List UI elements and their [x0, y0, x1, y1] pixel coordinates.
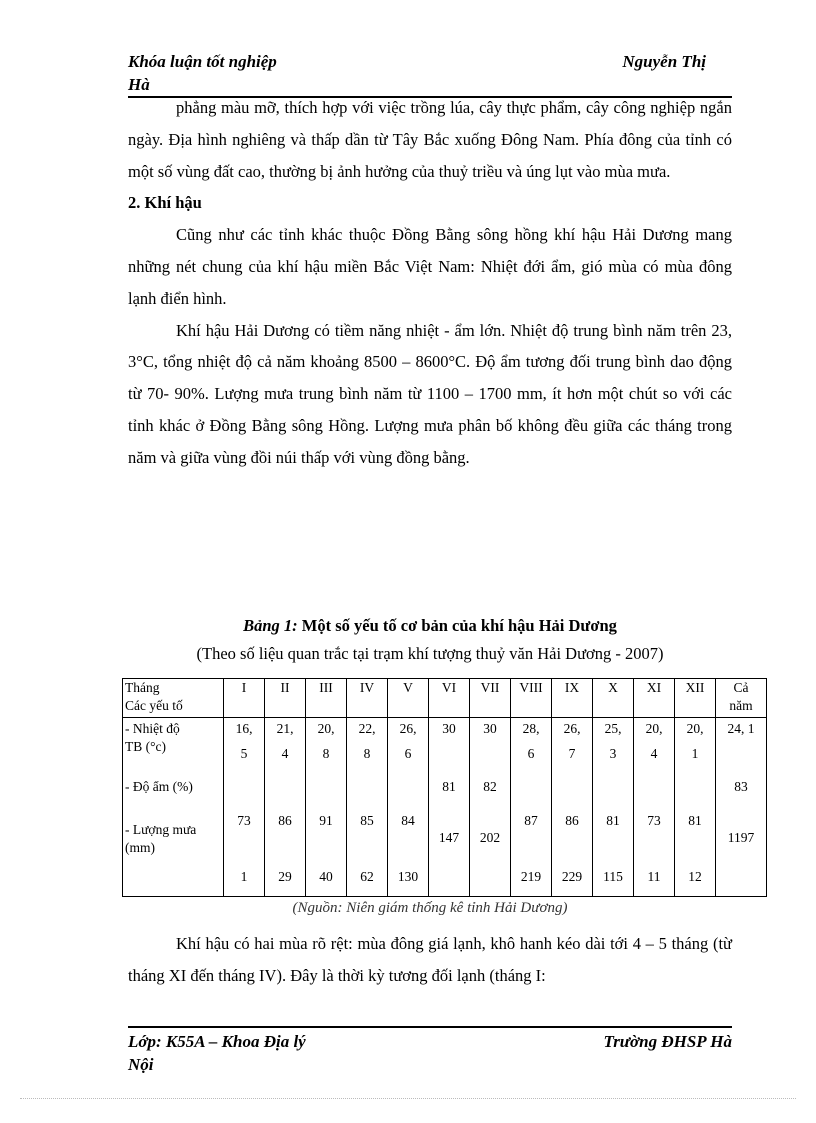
page-footer	[128, 1030, 732, 1076]
month-header: VIII	[511, 679, 552, 718]
paragraph-4: Khí hậu có hai mùa rõ rệt: mùa đông giá lạnh, khô hanh kéo dài tới 4 – 5 tháng (từ tháng XI đến tháng IV). Đây là thời kỳ tương đối lạnh (tháng I:	[128, 934, 732, 985]
header-right: Nguyễn Thị	[622, 52, 706, 71]
value-t1: 24, 1	[727, 721, 755, 736]
label-temp-unit: TB (°c)	[125, 739, 167, 754]
table-header-row	[123, 679, 767, 718]
label-rain-unit: (mm)	[125, 840, 155, 855]
label-rain: - Lượng mưa	[125, 822, 197, 837]
value-hum: 73	[237, 813, 251, 828]
value-t1: 16,	[235, 721, 253, 736]
month-values-cell	[388, 718, 429, 897]
section-heading: 2. Khí hậu	[128, 193, 202, 213]
month-values-cell	[224, 718, 265, 897]
month-header: IV	[347, 679, 388, 718]
value-t1: 25,	[604, 721, 622, 736]
value-t1: 26,	[399, 721, 417, 736]
month-header: XI	[634, 679, 675, 718]
value-t2: 6	[404, 746, 412, 761]
value-rain: 219	[520, 869, 542, 884]
value-rain: 40	[319, 869, 333, 884]
value-hum: 91	[319, 813, 333, 828]
footer-wrap: Nội	[128, 1055, 154, 1074]
month-header: Cả năm	[716, 679, 767, 718]
value-t1: 20,	[317, 721, 335, 736]
month-values-cell	[552, 718, 593, 897]
value-t2: 6	[527, 746, 535, 761]
value-t1: 28,	[522, 721, 540, 736]
month-header: IX	[552, 679, 593, 718]
value-rain: 11	[647, 869, 661, 884]
table-subtitle: (Theo số liệu quan trắc tại trạm khí tượng thuỷ văn Hải Dương - 2007)	[196, 644, 664, 663]
row-labels-cell	[123, 718, 224, 897]
month-header: XII	[675, 679, 716, 718]
value-rain: 115	[603, 869, 623, 884]
value-hum: 87	[524, 813, 538, 828]
month-values-cell	[265, 718, 306, 897]
value-t1: 20,	[645, 721, 663, 736]
value-t2: 7	[568, 746, 576, 761]
month-header: V	[388, 679, 429, 718]
value-t1: 30	[442, 721, 456, 736]
climate-table	[122, 678, 767, 897]
header-wrap: Hà	[128, 75, 150, 94]
value-rain: 29	[278, 869, 292, 884]
month-values-cell	[306, 718, 347, 897]
value-rain: 229	[561, 869, 583, 884]
value-hum: 82	[483, 779, 497, 794]
value-t2: 5	[240, 746, 248, 761]
header-left: Khóa luận tốt nghiệp	[128, 52, 277, 71]
value-hum: 85	[360, 813, 374, 828]
value-hum: 81	[688, 813, 702, 828]
value-rain: 202	[479, 830, 501, 845]
month-header: III	[306, 679, 347, 718]
value-hum: 86	[278, 813, 292, 828]
table-label: Bảng 1:	[243, 616, 298, 635]
month-header: I	[224, 679, 265, 718]
value-hum: 84	[401, 813, 415, 828]
footer-left: Lớp: K55A – Khoa Địa lý	[128, 1032, 306, 1051]
month-values-cell	[716, 718, 767, 897]
value-hum: 83	[734, 779, 748, 794]
body-text	[128, 92, 732, 474]
month-values-cell	[511, 718, 552, 897]
table-data-row	[123, 718, 767, 897]
month-values-cell	[675, 718, 716, 897]
table-caption	[128, 612, 732, 668]
page-edge-dots	[20, 1098, 796, 1099]
value-rain: 130	[397, 869, 419, 884]
value-t1: 26,	[563, 721, 581, 736]
paragraph-2: Cũng như các tỉnh khác thuộc Đồng Bằng sông hồng khí hậu Hải Dương mang những nét chung của khí hậu miền Bắc Việt Nam: Nhiệt đới ẩm, gió mùa có mùa đông lạnh điển hình.	[128, 225, 732, 308]
value-rain: 12	[688, 869, 702, 884]
footer-right: Trường ĐHSP Hà	[603, 1032, 732, 1051]
value-t2: 8	[363, 746, 371, 761]
table-title: Một số yếu tố cơ bản của khí hậu Hải Dương	[301, 616, 617, 635]
bottom-text	[128, 928, 732, 992]
value-t1: 22,	[358, 721, 376, 736]
value-hum: 81	[606, 813, 620, 828]
value-rain: 147	[438, 830, 460, 845]
paragraph-1: phẳng màu mỡ, thích hợp với việc trồng lúa, cây thực phẩm, cây công nghiệp ngắn ngày. Địa hình nghiêng và thấp dần từ Tây Bắc xuống Đông Nam. Phía đông của tỉnh có một số vùng đất cao, thường bị ảnh hưởng của thuỷ triều và úng lụt vào mùa mưa.	[128, 98, 732, 181]
label-temp: - Nhiệt độ	[125, 721, 180, 736]
month-header: VI	[429, 679, 470, 718]
label-humidity: - Độ ẩm (%)	[125, 779, 193, 794]
value-t2: 3	[609, 746, 617, 761]
value-rain: 62	[360, 869, 374, 884]
page-header	[128, 50, 732, 96]
value-rain: 1197	[727, 830, 755, 845]
corner-cell: Tháng Các yếu tố	[123, 679, 224, 718]
month-values-cell	[429, 718, 470, 897]
value-rain: 1	[240, 869, 248, 884]
value-t1: 21,	[276, 721, 294, 736]
value-t1: 30	[483, 721, 497, 736]
month-values-cell	[593, 718, 634, 897]
value-t2: 4	[650, 746, 658, 761]
value-t1: 20,	[686, 721, 704, 736]
month-values-cell	[347, 718, 388, 897]
paragraph-3: Khí hậu Hải Dương có tiềm năng nhiệt - ẩm lớn. Nhiệt độ trung bình năm trên 23, 3°C, tổng nhiệt độ cả năm khoảng 8500 – 8600°C. Độ ẩm tương đối trung bình dao động từ 70- 90%. Lượng mưa trung bình năm từ 1100 – 1700 mm, ít hơn một chút so với các tỉnh khác ở Đồng Bằng sông Hồng. Lượng mưa phân bố không đều giữa các tháng trong năm và giữa vùng đồi núi thấp với vùng đồng bằng.	[128, 320, 732, 467]
value-hum: 81	[442, 779, 456, 794]
footer-rule	[128, 1026, 732, 1028]
value-t2: 8	[322, 746, 330, 761]
month-values-cell	[634, 718, 675, 897]
value-t2: 4	[281, 746, 289, 761]
value-hum: 86	[565, 813, 579, 828]
table-source: (Nguồn: Niên giám thống kê tỉnh Hải Dương)	[292, 900, 568, 916]
month-header: II	[265, 679, 306, 718]
month-header: X	[593, 679, 634, 718]
value-t2: 1	[691, 746, 699, 761]
month-values-cell	[470, 718, 511, 897]
month-header: VII	[470, 679, 511, 718]
value-hum: 73	[647, 813, 661, 828]
